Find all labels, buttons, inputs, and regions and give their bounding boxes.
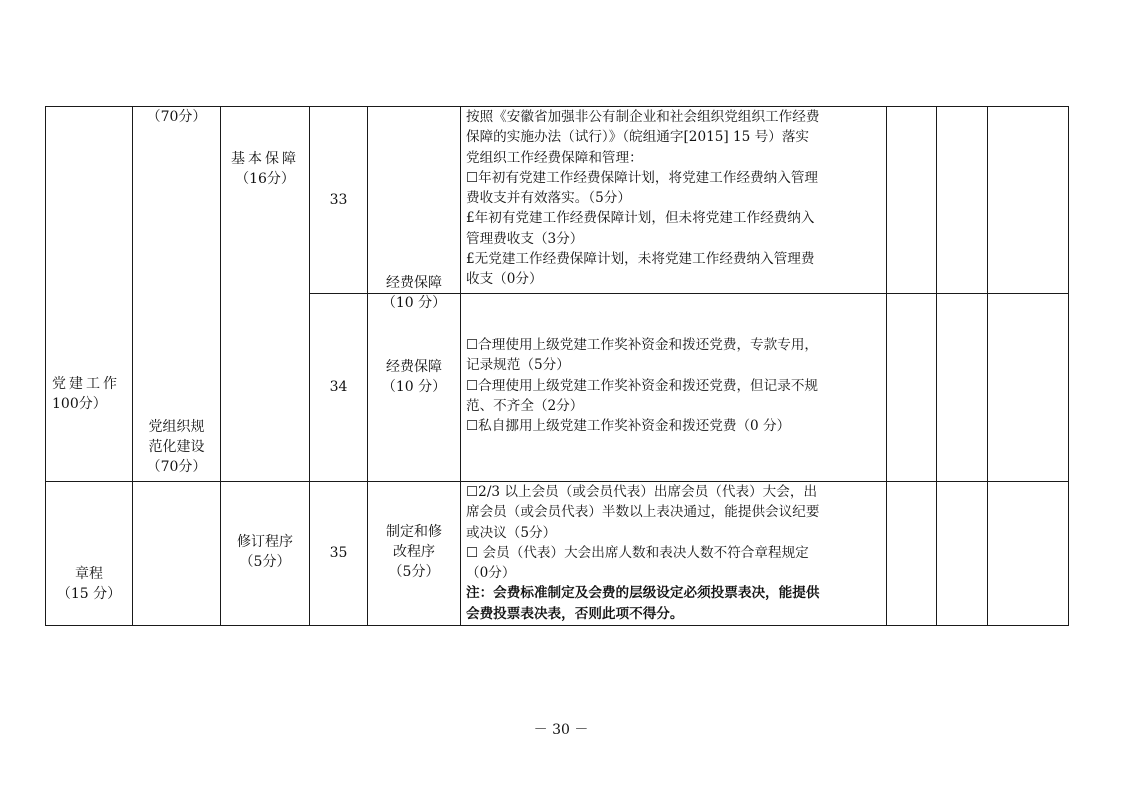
section-basic-guarantee: 基本保障 （16分） [231, 151, 299, 187]
page-number: － 30 － [533, 722, 589, 738]
criteria-35: ☐2/3 以上会员（或会员代表）出席会员（代表）大会，出 席会员（或会员代表）半数以上表决通过，能提供会议纪要 或决议（5分） ☐ 会员（代表）大会出席人数和表决人数不符合章程规定 （0分） 注：会费标准制定及会费的层级设定必须投票表决，能提供 会费投票表决表，否则此项不得分。 [466, 482, 884, 624]
item-funding-34: 经费保障 （10 分） [381, 359, 447, 395]
category-party-work: 党建工作 100分） [52, 376, 120, 412]
category-charter: 章程 （15 分） [56, 566, 122, 602]
subcategory-standardization: 党组织规 范化建设 （70分） [146, 419, 207, 475]
criteria-note: 注：会费标准制定及会费的层级设定必须投票表决，能提供 [466, 585, 820, 602]
section-revision-procedure: 修订程序 （5分） [237, 534, 293, 570]
criteria-34: ☐合理使用上级党建工作奖补资金和拨还党费，专款专用， 记录规范（5分） ☐合理使用上级党建工作奖补资金和拨还党费，但记录不规 范、不齐全（2分） ☐私自挪用上级党建工作奖补资金和拨还党费（0 分） [466, 337, 819, 435]
criteria-note-continued: 会费投票表决表，否则此项不得分。 [466, 605, 684, 622]
item-funding-33: 经费保障 （10 分） [381, 275, 447, 311]
item-formulation-35: 制定和修 改程序 （5分） [386, 524, 442, 580]
criteria-33: 按照《安徽省加强非公有制企业和社会组织党组织工作经费 保障的实施办法（试行）》（皖组通字[2015] 15 号）落实 党组织工作经费保障和管理： ☐年初有党建工作经费保障计划，将党建工作经费纳入管理 费收支并有效落实。（5分） £年初有党建工作经费保障计划，但未将党建工作经费纳入 管理费收支（3分） £无党建工作经费保障计划，未将党建工作经费纳入管理费 收支（0分） [466, 109, 820, 288]
subcategory-score-carryover: （70分） [146, 109, 207, 125]
row-number-35: 35 [329, 545, 348, 561]
row-number-34: 34 [329, 379, 348, 395]
row-number-33: 33 [329, 192, 348, 208]
